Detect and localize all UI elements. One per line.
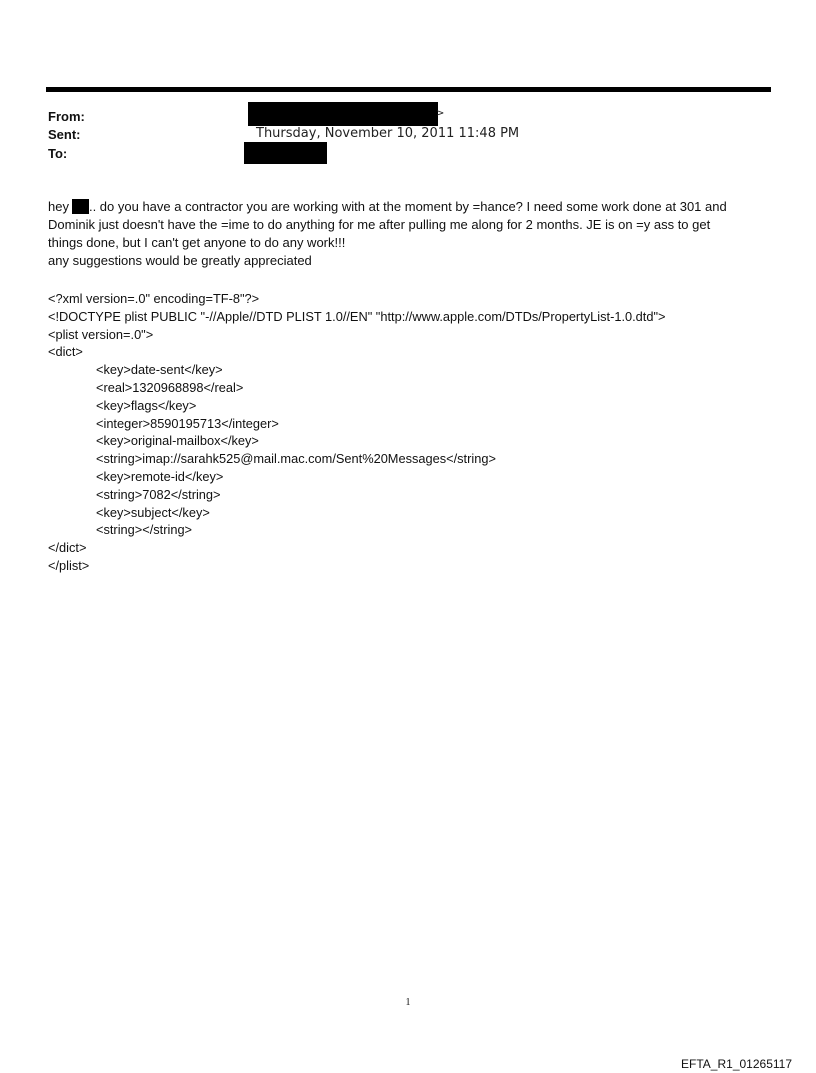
from-tail: > — [436, 108, 445, 119]
body-line-1-rest: .. do you have a contractor you are working with at the moment by =hance? I need some work done at 301 and — [88, 199, 727, 214]
plist-line: <!DOCTYPE plist PUBLIC "-//Apple//DTD PLIST 1.0//EN" "http://www.apple.com/DTDs/PropertyList-1.0.dtd"> — [48, 308, 666, 324]
from-label: From: — [48, 109, 85, 124]
plist-line: <key>original-mailbox</key> — [96, 433, 259, 449]
body-line-4: any suggestions would be greatly appreciated — [48, 253, 312, 268]
plist-line: <key>subject</key> — [96, 504, 210, 520]
plist-line: <string>7082</string> — [96, 486, 221, 502]
header-rule — [46, 87, 771, 92]
greeting: hey — [48, 199, 69, 214]
page-number: 1 — [405, 997, 411, 1008]
body-line-1 — [48, 198, 768, 216]
to-redaction — [244, 142, 327, 164]
plist-line: <?xml version=.0" encoding=TF-8"?> — [48, 291, 260, 306]
from-redaction — [248, 102, 438, 126]
plist-line: <string></string> — [96, 522, 193, 538]
plist-line: <key>flags</key> — [96, 397, 197, 413]
body-line-3: things done, but I can't get anyone to do any work!!! — [48, 235, 346, 250]
to-label: To: — [48, 146, 68, 161]
plist-line: <dict> — [48, 344, 83, 360]
plist-line: <string>imap://sarahk525@mail.mac.com/Sent%20Messages</string> — [96, 451, 496, 467]
sent-value: Thursday, November 10, 2011 11:48 PM — [256, 126, 520, 141]
email-body — [48, 198, 768, 270]
sent-label: Sent: — [48, 127, 81, 142]
body-line-2: Dominik just doesn't have the =ime to do anything for me after pulling me along for 2 months. JE is on =y ass to get — [48, 217, 711, 232]
plist-block — [48, 290, 665, 575]
plist-line: <key>remote-id</key> — [96, 468, 224, 484]
plist-line: </plist> — [48, 557, 90, 573]
document-id: EFTA_R1_01265117 — [681, 1057, 792, 1071]
plist-line: <plist version=.0"> — [48, 326, 154, 342]
plist-line: <key>date-sent</key> — [96, 362, 223, 378]
name-redaction — [72, 199, 89, 214]
plist-line: <real>1320968898</real> — [96, 379, 244, 395]
plist-line: </dict> — [48, 540, 87, 556]
plist-line: <integer>8590195713</integer> — [96, 415, 279, 431]
